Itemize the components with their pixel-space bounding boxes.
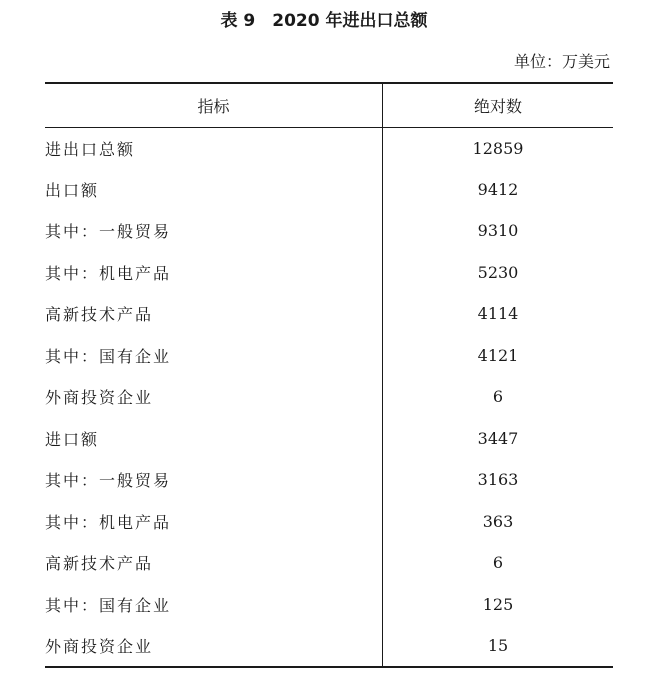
table-row — [45, 293, 613, 335]
indicator-name: 高新技术产品 — [45, 305, 154, 325]
indicator-cell — [45, 293, 383, 335]
indicator-name: 其中：一般贸易 — [45, 222, 172, 242]
value-cell: 125 — [482, 594, 514, 614]
indicator-name: 出口额 — [45, 180, 100, 200]
indicator-name: 进出口总额 — [45, 139, 136, 159]
indicator-name: 其中：机电产品 — [45, 512, 172, 532]
indicator-cell — [45, 252, 383, 294]
indicator-cell — [45, 127, 383, 169]
value-cell: 3163 — [477, 470, 519, 490]
table-row — [45, 542, 613, 584]
table-row — [45, 210, 613, 252]
table-row — [45, 625, 613, 667]
table-row — [45, 459, 613, 501]
table-row — [45, 584, 613, 626]
header-indicator: 指标 — [45, 83, 383, 127]
indicator-name: 其中：机电产品 — [45, 263, 172, 283]
value-cell: 3447 — [477, 428, 519, 448]
indicator-cell — [45, 584, 383, 626]
value-cell: 9310 — [477, 221, 519, 241]
table-row — [45, 127, 613, 169]
indicator-cell — [45, 542, 383, 584]
value-cell: 363 — [482, 511, 514, 531]
value-cell: 6 — [492, 553, 504, 573]
indicator-name: 进口额 — [45, 429, 100, 449]
indicator-name: 高新技术产品 — [45, 554, 154, 574]
table-row — [45, 169, 613, 211]
value-cell: 5230 — [477, 262, 519, 282]
indicator-cell — [45, 418, 383, 460]
value-cell: 6 — [492, 387, 504, 407]
unit-label: 单位：万美元 — [513, 52, 610, 71]
indicator-name: 其中：一般贸易 — [45, 471, 172, 491]
indicator-cell — [45, 625, 383, 667]
table-title: 表 9 2020 年进出口总额 — [220, 11, 428, 31]
table-body — [45, 127, 613, 667]
table-row — [45, 252, 613, 294]
indicator-cell — [45, 335, 383, 377]
table-header-row — [45, 83, 613, 127]
indicator-cell — [45, 459, 383, 501]
indicator-name: 其中：国有企业 — [45, 595, 172, 615]
indicator-cell — [45, 169, 383, 211]
indicator-cell — [45, 210, 383, 252]
value-cell: 12859 — [472, 138, 524, 158]
table-row — [45, 418, 613, 460]
value-cell: 4121 — [477, 345, 519, 365]
indicator-name: 外商投资企业 — [45, 636, 154, 656]
value-cell: 9412 — [477, 179, 519, 199]
table-row — [45, 501, 613, 543]
table-row — [45, 376, 613, 418]
indicator-name: 其中：国有企业 — [45, 346, 172, 366]
import-export-table — [45, 82, 613, 668]
table-row — [45, 335, 613, 377]
indicator-cell — [45, 376, 383, 418]
value-cell: 15 — [383, 625, 614, 667]
indicator-name: 外商投资企业 — [45, 388, 154, 408]
value-cell: 4114 — [477, 304, 519, 324]
indicator-cell — [45, 501, 383, 543]
header-absolute-value: 绝对数 — [383, 83, 614, 127]
